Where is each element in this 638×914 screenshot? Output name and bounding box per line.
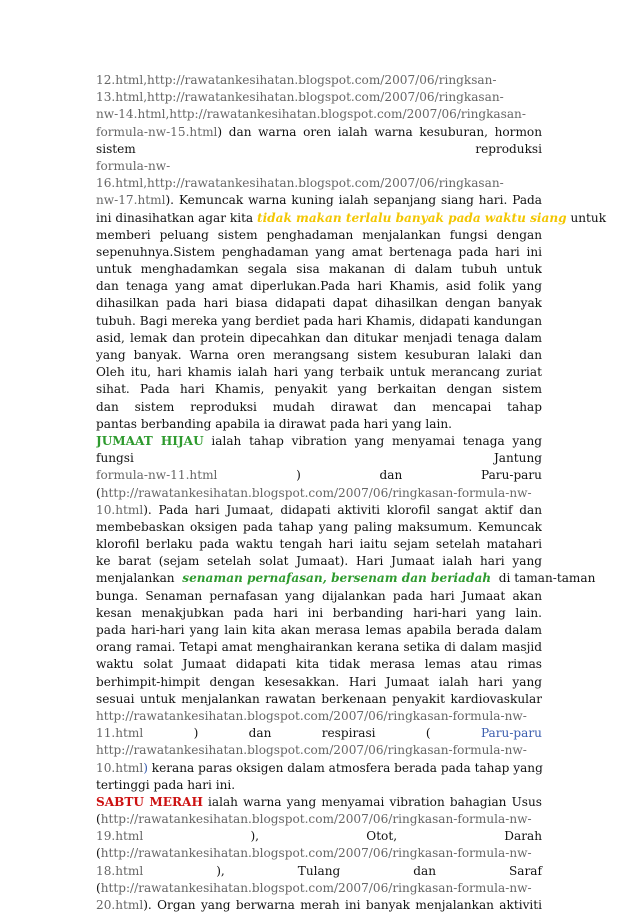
url-text[interactable]: nw-14.html,http://rawatankesihatan.blogspot.com/2007/06/ringkasan- xyxy=(96,107,526,122)
justified-line xyxy=(96,295,542,312)
text-line xyxy=(96,639,542,656)
text-line xyxy=(96,106,542,123)
highlight-text: Paru-paru xyxy=(480,726,542,741)
body-text: kerana paras oksigen dalam atmosfera berada pada tahap yang xyxy=(147,760,543,775)
body-text: ialah tahap vibration yang menyamai tenaga yang xyxy=(211,433,542,448)
body-text: fungsi Jantung xyxy=(96,451,542,466)
body-text: ( xyxy=(96,485,101,500)
body-text: ) dan warna oren ialah warna kesuburan, hormon xyxy=(217,124,542,139)
text-line xyxy=(96,313,542,330)
url-text[interactable]: formula-nw-11.html xyxy=(96,468,218,483)
justified-line xyxy=(96,72,542,89)
body-text: waktu solat Jumaat didapati kita tidak merasa lemas atau rimas xyxy=(96,657,542,672)
body-text: Saraf xyxy=(509,863,542,878)
body-text: pantas berbanding apabila ia dirawat pada hari yang lain. xyxy=(96,416,452,431)
justified-line xyxy=(96,433,542,450)
body-text: ). Pada hari Jumaat, didapati aktiviti klorofil sangat aktif dan xyxy=(143,502,542,517)
text-line xyxy=(96,141,542,158)
body-text: respirasi xyxy=(321,726,376,741)
text-line xyxy=(96,416,542,433)
justified-line xyxy=(96,106,542,123)
url-text[interactable]: http://rawatankesihatan.blogspot.com/2007/06/ringkasan-formula-nw- xyxy=(100,485,532,500)
justified-line xyxy=(96,691,542,708)
body-text: di taman-taman xyxy=(491,571,596,586)
body-text: dan sistem reproduksi mudah dirawat dan mencapai tahap xyxy=(96,399,542,414)
body-text: sesuai untuk menjalankan rawatan berkenaan penyakit kardiovaskular xyxy=(96,691,542,706)
body-text: Oleh itu, hari khamis ialah hari yang terbaik untuk merancang zuriat xyxy=(96,365,542,380)
text-line xyxy=(96,485,542,502)
body-text: sistem reproduksi xyxy=(96,141,542,156)
justified-line xyxy=(96,519,542,536)
justified-line xyxy=(96,192,542,209)
justified-line xyxy=(96,244,542,261)
text-line xyxy=(96,278,542,295)
body-text: ) xyxy=(193,726,199,741)
body-text: Darah xyxy=(504,829,542,844)
body-text: untuk menghadamkan segala sisa makanan di dalam tubuh untuk xyxy=(96,262,542,277)
body-text: dihasilkan pada hari biasa didapati dapat dihasilkan dengan banyak xyxy=(96,296,542,311)
justified-line xyxy=(96,141,542,158)
body-text: Otot, xyxy=(366,829,398,844)
body-text: ). Kemuncak warna kuning ialah sepanjang siang hari. Pada xyxy=(165,193,542,208)
highlight-text: ) xyxy=(143,760,148,775)
justified-line xyxy=(96,588,542,605)
text-line xyxy=(96,89,542,106)
body-text: dan tenaga yang amat diperlukan.Pada hari Khamis, asid folik yang xyxy=(96,279,542,294)
url-text[interactable]: formula-nw-15.html xyxy=(96,124,218,139)
url-text[interactable]: 12.html,http://rawatankesihatan.blogspot.com/2007/06/ringksan- xyxy=(96,73,497,87)
text-line xyxy=(96,381,542,398)
body-text: ( xyxy=(96,812,101,827)
text-line xyxy=(96,605,542,622)
justified-line xyxy=(96,794,542,811)
justified-line xyxy=(96,89,542,106)
text-line xyxy=(96,708,542,725)
justified-line xyxy=(96,622,542,639)
justified-line xyxy=(96,502,542,519)
justified-line xyxy=(96,278,542,295)
url-text[interactable]: http://rawatankesihatan.blogspot.com/2007/06/ringkasan-formula-nw- xyxy=(100,812,532,827)
url-text[interactable]: http://rawatankesihatan.blogspot.com/2007/06/ringkasan-formula-nw- xyxy=(100,880,532,895)
url-text[interactable]: 20.html xyxy=(96,898,144,912)
text-line xyxy=(96,502,542,519)
text-line xyxy=(96,570,596,587)
text-line xyxy=(96,880,542,897)
url-text[interactable]: 19.html xyxy=(96,829,144,844)
body-text: ( xyxy=(96,880,101,895)
body-text: tertinggi pada hari ini. xyxy=(96,777,236,792)
justified-line xyxy=(96,605,542,622)
text-line xyxy=(96,588,542,605)
body-text: ialah warna yang menyamai vibration bahagian Usus xyxy=(202,794,542,809)
text-line xyxy=(96,72,542,89)
justified-line xyxy=(96,313,542,330)
document-body xyxy=(96,72,607,914)
body-text: berhimpit-himpit dengan kesesakkan. Hari Jumaat ialah hari yang xyxy=(96,674,542,689)
text-line xyxy=(96,828,542,845)
url-text[interactable]: 10.html xyxy=(96,502,144,517)
text-line xyxy=(96,467,542,484)
text-line xyxy=(96,364,542,381)
body-text: membebaskan oksigen pada tahap yang paling maksumum. Kemuncak xyxy=(96,519,542,534)
justified-line xyxy=(96,399,542,416)
body-text: sepenuhnya.Sistem penghadaman yang amat bertenaga pada hari ini xyxy=(96,244,542,259)
body-text: untuk xyxy=(566,210,607,225)
body-text: ). Organ yang berwarna merah ini banyak menjalankan aktiviti xyxy=(143,898,542,912)
text-line xyxy=(96,811,542,828)
body-text: yang banyak. Warna oren merangsang sistem kesuburan lalaki dan xyxy=(96,348,542,362)
text-line xyxy=(96,674,542,691)
body-text: ) xyxy=(296,468,301,483)
body-text: memberi peluang sistem penghadaman menjalankan fungsi dengan xyxy=(96,227,542,242)
text-line xyxy=(96,760,542,777)
text-line xyxy=(96,742,542,759)
text-line xyxy=(96,399,542,416)
url-text[interactable]: nw-17.html xyxy=(96,193,166,208)
url-text[interactable]: 18.html xyxy=(96,863,144,878)
text-line xyxy=(96,519,542,536)
justified-line xyxy=(96,536,542,553)
highlight-text: senaman pernafasan, bersenam dan beriadah xyxy=(182,571,492,586)
body-text: sihat. Pada hari Khamis, penyakit yang berkaitan dengan sistem xyxy=(96,382,542,397)
body-text: pada hari-hari yang lain kita akan merasa lemas apabila berada dalam xyxy=(96,623,542,637)
text-line xyxy=(96,433,542,450)
justified-line xyxy=(96,485,542,502)
justified-line xyxy=(96,347,542,364)
text-line xyxy=(96,261,542,278)
text-line xyxy=(96,622,542,639)
text-line xyxy=(96,553,542,570)
justified-line xyxy=(96,553,542,570)
text-line xyxy=(96,347,542,364)
text-line xyxy=(96,725,542,742)
text-line xyxy=(96,845,542,862)
text-line xyxy=(96,536,542,553)
body-text: ini dinasihatkan agar kita xyxy=(96,210,257,225)
justified-line xyxy=(96,450,542,467)
body-text: ( xyxy=(425,726,431,741)
body-text: kesan menakjubkan pada hari ini berbanding hari-hari yang lain. xyxy=(96,605,542,620)
text-line xyxy=(96,897,542,914)
justified-line xyxy=(96,124,542,141)
justified-line xyxy=(96,381,542,398)
justified-line xyxy=(96,158,542,175)
body-text: bunga. Senaman pernafasan yang dijalankan pada hari Jumaat akan xyxy=(96,588,542,603)
text-line xyxy=(96,158,542,175)
body-text: asid, lemak dan protein dipecahkan dan ditukar menjadi tenaga dalam xyxy=(96,330,542,345)
text-line xyxy=(96,450,542,467)
body-text: ( xyxy=(96,846,101,861)
justified-line xyxy=(96,364,542,381)
justified-line xyxy=(96,227,542,244)
text-line xyxy=(96,330,542,347)
justified-line xyxy=(96,674,542,691)
justified-line xyxy=(96,897,542,914)
text-line xyxy=(96,295,542,312)
body-text: orang ramai. Tetapi amat menghairankan kerana setika di dalam masjid xyxy=(96,640,542,655)
text-line xyxy=(96,227,542,244)
text-line xyxy=(96,244,542,261)
body-text: dan xyxy=(248,726,272,741)
highlight-text: SABTU MERAH xyxy=(96,794,203,809)
body-text: ), xyxy=(216,863,225,878)
body-text: tubuh. Bagi mereka yang berdiet pada hari Khamis, didapati kandungan xyxy=(96,313,542,328)
highlight-text: JUMAAT HIJAU xyxy=(96,433,204,448)
url-text[interactable]: http://rawatankesihatan.blogspot.com/2007/06/ringkasan-formula-nw- xyxy=(96,708,527,723)
text-line xyxy=(96,777,542,794)
text-line xyxy=(96,124,542,141)
justified-line xyxy=(96,639,542,656)
body-text: Paru-paru xyxy=(480,468,542,483)
justified-line xyxy=(96,261,542,278)
url-text[interactable]: http://rawatankesihatan.blogspot.com/2007/06/ringkasan-formula-nw- xyxy=(96,743,527,758)
text-line xyxy=(96,175,542,192)
justified-line xyxy=(96,330,542,347)
url-text[interactable]: formula-nw- xyxy=(96,158,171,173)
url-text[interactable]: 10.html xyxy=(96,760,144,775)
highlight-text: tidak makan terlalu banyak pada waktu siang xyxy=(256,210,567,225)
body-text: ke barat (sejam setelah solat Jumaat). Hari Jumaat ialah hari yang xyxy=(96,554,542,569)
body-text: Tulang xyxy=(297,863,341,878)
text-line xyxy=(96,863,542,880)
body-text: menjalankan xyxy=(96,571,183,586)
text-line xyxy=(96,794,542,811)
justified-line xyxy=(96,175,542,192)
body-text: ), xyxy=(250,829,260,844)
text-line xyxy=(96,210,607,227)
url-text[interactable]: http://rawatankesihatan.blogspot.com/2007/06/ringkasan-formula-nw- xyxy=(100,846,532,861)
body-text: dan xyxy=(379,468,403,483)
url-text[interactable]: 16.html,http://rawatankesihatan.blogspot.com/2007/06/ringkasan- xyxy=(96,176,504,191)
url-text[interactable]: 13.html,http://rawatankesihatan.blogspot.com/2007/06/ringkasan- xyxy=(96,90,504,105)
body-text: klorofil berlaku pada waktu tengah hari iaitu sejam setelah matahari xyxy=(96,537,542,552)
text-line xyxy=(96,192,542,209)
justified-line xyxy=(96,656,542,673)
text-line xyxy=(96,691,542,708)
text-line xyxy=(96,656,542,673)
url-text[interactable]: 11.html xyxy=(96,726,144,741)
body-text: dan xyxy=(413,863,436,878)
